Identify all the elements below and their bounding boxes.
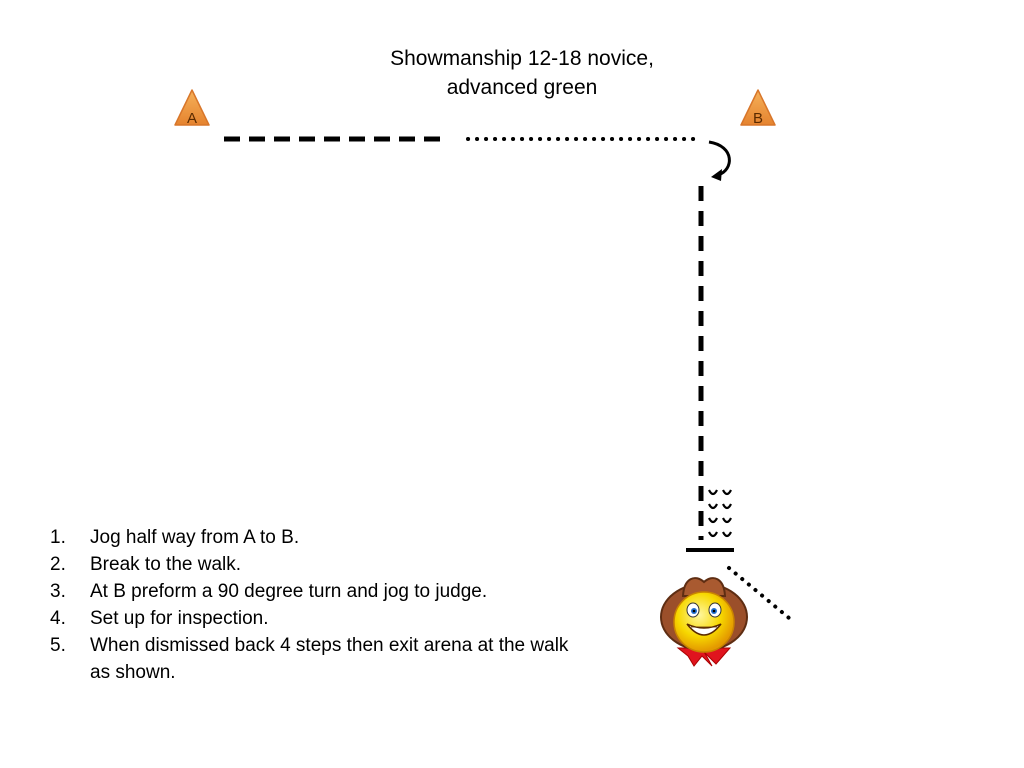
list-item	[50, 524, 590, 551]
step-number: 4.	[50, 608, 66, 629]
instruction-list	[50, 524, 590, 686]
step-text: When dismissed back 4 steps then exit arena at the walk as shown.	[90, 635, 569, 683]
step-text: At B preform a 90 degree turn and jog to judge.	[90, 581, 488, 602]
cone-b-icon	[741, 90, 775, 127]
title-line-1: Showmanship 12-18 novice,	[390, 47, 654, 70]
cone-a-icon	[175, 90, 209, 127]
cone-b-label: B	[752, 110, 764, 127]
back-steps-icon	[709, 490, 731, 536]
step-text: Jog half way from A to B.	[90, 527, 300, 548]
title-line-2: advanced green	[446, 76, 598, 99]
list-item	[50, 551, 590, 578]
list-item	[50, 632, 590, 686]
step-text: Set up for inspection.	[90, 608, 269, 629]
turn-arrow-icon	[709, 142, 729, 181]
step-text: Break to the walk.	[90, 554, 242, 575]
list-item	[50, 605, 590, 632]
cone-a-label: A	[186, 110, 198, 127]
step-number: 1.	[50, 527, 66, 548]
step-number: 2.	[50, 554, 66, 575]
step-number: 5.	[50, 635, 66, 656]
cowboy-judge-icon	[661, 578, 747, 666]
step-number: 3.	[50, 581, 66, 602]
list-item	[50, 578, 590, 605]
